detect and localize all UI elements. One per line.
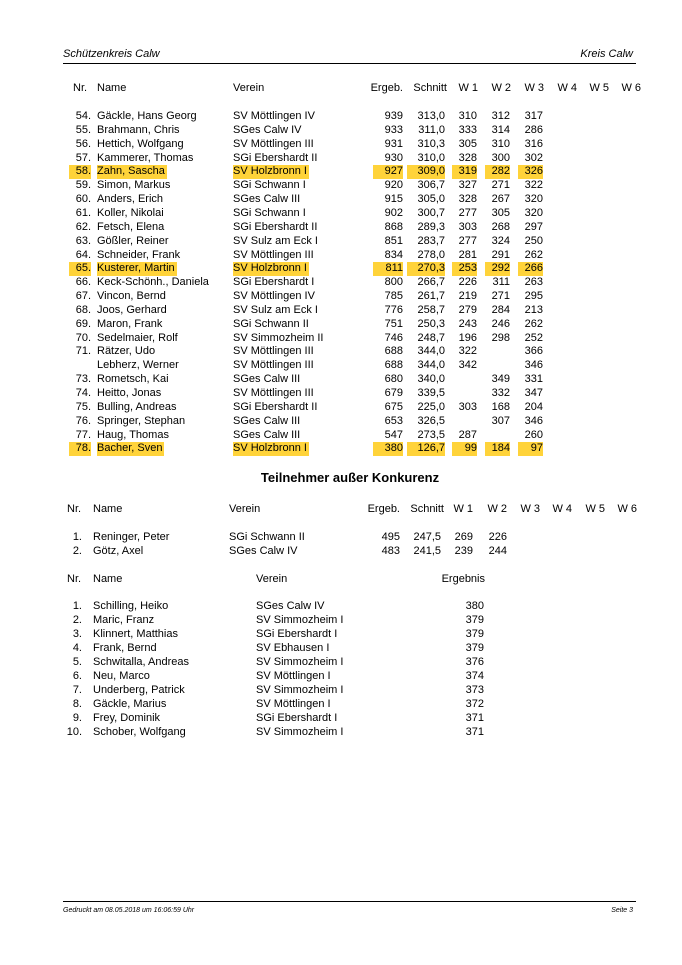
row-club: SV Möttlingen III [233,248,314,261]
row-club: SV Simmozheim I [256,613,344,626]
column-header: W 1 [458,82,478,94]
row-club: SGes Calw III [233,414,301,427]
row-club: SGes Calw IV [233,123,302,136]
row-nr: 8. [72,697,82,710]
row-w1: 226 [458,276,477,289]
row-name: Joos, Gerhard [97,303,167,316]
row-nr: 2. [72,545,82,557]
row-w1: 99 [452,442,477,456]
row-club: SV Möttlingen IV [233,110,315,122]
row-nr: 57. [75,151,91,164]
row-nr: 1. [72,600,82,612]
row-schnitt: 278,0 [417,248,445,261]
row-ergeb: 746 [384,331,403,344]
row-w2: 284 [491,303,510,316]
row-schnitt: 340,0 [417,373,445,386]
row-w2: 292 [485,262,510,276]
column-header: Nr. [67,503,82,515]
row-w1: 287 [458,428,477,441]
row-w1: 279 [458,303,477,316]
row-name: Simon, Markus [97,179,171,192]
row-w3: 322 [524,179,543,192]
row-schnitt: 248,7 [417,331,445,344]
row-w3: 302 [524,151,543,164]
row-nr: 67. [75,290,91,303]
row-name: Maron, Frank [97,317,163,330]
row-club: SGi Schwann I [233,206,306,219]
row-w2: 268 [491,220,510,233]
column-header: W 4 [552,503,572,515]
row-ergebnis: 371 [465,711,484,724]
row-club: SGi Schwann II [233,317,309,330]
row-nr: 76. [75,414,91,427]
column-header: W 3 [524,82,544,94]
row-w2: 184 [485,442,510,456]
row-name: Vincon, Bernd [97,290,166,303]
row-club: SV Möttlingen III [233,387,314,399]
row-nr: 61. [75,206,91,219]
row-ergebnis: 376 [465,655,484,668]
row-nr: 70. [75,331,91,344]
row-w3: 346 [524,414,543,427]
row-nr: 55. [75,123,91,136]
row-schnitt: 241,5 [413,545,441,557]
footer-left: Gedruckt am 08.05.2018 um 16:06:59 Uhr [63,907,195,914]
row-ergeb: 834 [384,248,403,261]
row-name: Frey, Dominik [93,711,161,724]
row-name: Maric, Franz [93,613,155,626]
row-nr: 63. [75,234,91,247]
row-ergeb: 811 [373,262,403,276]
row-w1: 310 [458,110,477,122]
column-header: Ergebnis [441,573,485,585]
row-name: Kammerer, Thomas [97,151,194,164]
row-w2: 246 [491,317,510,330]
row-nr: 77. [75,428,91,441]
row-w2: 312 [491,110,510,122]
column-header: Name [97,82,127,94]
row-w1: 328 [458,193,477,206]
row-ergebnis: 371 [465,725,484,738]
row-schnitt: 225,0 [417,400,445,413]
row-club: SV Holzbronn I [233,262,307,275]
row-w3: 326 [518,165,543,179]
row-w3: 250 [524,234,543,247]
section-title: Teilnehmer außer Konkurenz [260,470,440,485]
row-nr: 4. [72,641,82,654]
row-name: Klinnert, Matthias [93,627,178,640]
row-club: SV Simmozheim I [256,683,344,696]
row-w1: 333 [458,123,477,136]
footer-rule [63,901,636,902]
row-schnitt: 270,3 [407,262,445,276]
row-ergebnis: 372 [465,697,484,710]
row-name: Gößler, Reiner [97,234,169,247]
row-schnitt: 289,3 [417,220,445,233]
row-name: Bulling, Andreas [97,400,177,413]
row-schnitt: 306,7 [417,179,445,192]
row-ergeb: 653 [384,414,403,427]
row-club: SV Holzbronn I [233,442,307,455]
row-ergeb: 688 [384,345,403,358]
row-w2: 324 [491,234,510,247]
row-ergeb: 380 [373,442,403,456]
row-w2: 226 [488,531,507,543]
row-club: SGes Calw III [233,193,301,206]
row-w3: 260 [524,428,543,441]
row-name: Gäckle, Hans Georg [97,110,197,122]
row-w3: 204 [524,400,543,413]
row-club: SV Möttlingen I [256,697,331,710]
row-ergeb: 868 [384,220,403,233]
row-w2: 310 [491,137,510,150]
row-schnitt: 126,7 [407,442,445,456]
column-header: Name [93,573,123,585]
row-nr: 59. [75,179,91,192]
row-name: Fetsch, Elena [97,220,165,233]
row-name: Rätzer, Udo [97,345,156,358]
row-name: Brahmann, Chris [97,123,180,136]
row-ergeb: 547 [384,428,403,441]
row-w1: 219 [458,290,477,303]
row-schnitt: 344,0 [417,359,445,372]
row-schnitt: 250,3 [417,317,445,330]
row-ergeb: 495 [381,531,400,543]
column-header: Nr. [67,573,82,585]
row-w2: 291 [491,248,510,261]
row-w3: 295 [524,290,543,303]
row-club: SV Holzbronn I [233,165,307,178]
row-w2: 314 [491,123,510,136]
row-w1: 319 [452,165,477,179]
row-w1: 243 [458,317,477,330]
row-club: SGes Calw III [233,428,301,441]
row-schnitt: 258,7 [417,303,445,316]
row-club: SGi Schwann I [233,179,306,192]
row-schnitt: 313,0 [417,110,445,122]
row-name: Kusterer, Martin [97,262,175,275]
row-name: Götz, Axel [93,545,144,557]
row-schnitt: 339,5 [417,387,445,399]
row-w3: 320 [524,206,543,219]
row-w1: 253 [452,262,477,276]
row-w2: 271 [491,290,510,303]
row-w3: 262 [524,248,543,261]
row-w3: 297 [524,220,543,233]
row-w1: 322 [458,345,477,358]
row-w2: 332 [491,387,510,399]
column-header: Verein [229,503,261,515]
row-ergeb: 785 [384,290,403,303]
row-club: SGi Schwann II [229,531,305,543]
row-club: SGes Calw IV [256,600,325,612]
row-name: Underberg, Patrick [93,683,185,696]
row-name: Heitto, Jonas [97,387,162,399]
row-name: Rometsch, Kai [97,373,169,386]
row-schnitt: 283,7 [417,234,445,247]
row-name: Bacher, Sven [97,442,163,455]
row-w3: 213 [524,303,543,316]
row-ergeb: 902 [384,206,403,219]
row-w1: 328 [458,151,477,164]
row-w3: 262 [524,317,543,330]
row-w2: 168 [491,400,510,413]
row-ergebnis: 379 [465,641,484,654]
row-w1: 303 [458,220,477,233]
row-club: SGes Calw III [233,373,301,386]
row-nr: 69. [75,317,91,330]
row-club: SV Simmozheim I [256,655,344,668]
row-schnitt: 310,3 [417,137,445,150]
row-ergeb: 679 [384,387,403,399]
column-header: Ergeb. [370,82,403,94]
row-w3: 252 [524,331,543,344]
row-ergebnis: 379 [465,627,484,640]
row-w1: 327 [458,179,477,192]
row-w3: 97 [518,442,543,456]
column-header: Verein [233,82,265,94]
row-w3: 347 [524,387,543,399]
row-name: Sedelmaier, Rolf [97,331,178,344]
row-club: SGi Ebershardt II [233,151,318,164]
row-name: Schwitalla, Andreas [93,655,189,668]
row-w2: 311 [492,276,510,289]
row-w1: 277 [458,234,477,247]
row-ergeb: 800 [384,276,403,289]
row-w2: 271 [491,179,510,192]
row-schnitt: 273,5 [417,428,445,441]
row-name: Zahn, Sascha [97,165,165,178]
row-ergeb: 927 [373,165,403,179]
row-ergeb: 851 [384,234,403,247]
row-nr: 64. [75,248,91,261]
column-header: Verein [256,573,288,585]
row-w3: 317 [524,110,543,122]
row-w2: 244 [488,545,507,557]
row-w3: 266 [518,262,543,276]
row-w1: 277 [458,206,477,219]
row-name: Haug, Thomas [97,428,169,441]
row-nr: 78. [69,442,91,456]
row-w2: 305 [491,206,510,219]
row-club: SGi Ebershardt I [256,627,338,640]
row-ergeb: 483 [381,545,400,557]
row-nr: 7. [72,683,82,696]
footer-right: Seite 3 [611,907,633,914]
row-schnitt: 326,5 [417,414,445,427]
column-header: W 6 [617,503,637,515]
row-club: SV Möttlingen IV [233,290,315,303]
row-w3: 346 [524,359,543,372]
row-ergeb: 751 [384,317,403,330]
row-w3: 320 [524,193,543,206]
column-header: W 2 [487,503,507,515]
row-w1: 239 [454,545,473,557]
row-club: SGi Ebershardt I [233,276,315,289]
row-name: Gäckle, Marius [93,697,167,710]
row-name: Keck-Schönh., Daniela [97,276,209,289]
column-header: Name [93,503,123,515]
row-w2: 298 [491,331,510,344]
row-ergeb: 931 [384,137,403,150]
row-w3: 286 [524,123,543,136]
row-club: SGi Ebershardt II [233,400,318,413]
row-club: SGes Calw IV [229,545,298,557]
row-nr: 5. [72,655,82,668]
row-nr: 2. [72,613,82,626]
row-w3: 366 [524,345,543,358]
row-nr: 73. [75,373,91,386]
row-schnitt: 266,7 [417,276,445,289]
row-w2: 267 [491,193,510,206]
row-nr: 60. [75,193,91,206]
row-name: Anders, Erich [97,193,164,206]
column-header: Nr. [73,82,88,94]
row-nr: 68. [75,303,91,316]
row-club: SV Simmozheim I [256,725,344,738]
row-name: Schilling, Heiko [93,600,169,612]
row-w2: 300 [491,151,510,164]
row-nr: 1. [72,531,82,543]
row-ergebnis: 373 [465,683,484,696]
row-ergeb: 915 [384,193,403,206]
row-ergeb: 939 [384,110,403,122]
row-ergeb: 688 [384,359,403,372]
column-header: W 1 [453,503,473,515]
row-ergebnis: 380 [465,600,484,612]
row-name: Schneider, Frank [97,248,181,261]
row-schnitt: 247,5 [413,531,441,543]
row-club: SV Ebhausen I [256,641,330,654]
row-schnitt: 311,0 [418,123,445,136]
row-name: Reninger, Peter [93,531,170,543]
header-rule [63,63,636,64]
header-left: Schützenkreis Calw [63,48,160,60]
row-ergebnis: 379 [465,613,484,626]
row-nr: 9. [72,711,82,724]
row-ergeb: 930 [384,151,403,164]
row-w1: 281 [458,248,477,261]
row-nr: 58. [69,165,91,179]
column-header: W 5 [585,503,605,515]
row-nr: 3. [72,627,82,640]
row-nr: 65. [69,262,91,276]
row-w1: 269 [454,531,473,543]
column-header: W 6 [621,82,641,94]
row-w2: 349 [491,373,510,386]
row-club: SV Möttlingen III [233,345,314,358]
row-nr: 71. [75,345,91,358]
row-w1: 342 [458,359,477,372]
row-schnitt: 309,0 [407,165,445,179]
row-nr: 75. [75,400,91,413]
column-header: W 3 [520,503,540,515]
row-w2: 282 [485,165,510,179]
column-header: Ergeb. [367,503,400,515]
row-schnitt: 305,0 [417,193,445,206]
row-w3: 316 [524,137,543,150]
column-header: Schnitt [413,82,447,94]
row-w3: 331 [524,373,543,386]
row-club: SGi Ebershardt II [233,220,318,233]
row-name: Neu, Marco [93,669,150,682]
column-header: W 4 [557,82,577,94]
row-w1: 196 [458,331,477,344]
column-header: W 5 [589,82,609,94]
header-right: Kreis Calw [580,48,633,60]
row-ergebnis: 374 [465,669,484,682]
row-schnitt: 310,0 [417,151,445,164]
row-ergeb: 680 [384,373,403,386]
row-nr: 62. [75,220,91,233]
row-schnitt: 300,7 [417,206,445,219]
row-club: SV Möttlingen III [233,359,314,372]
row-nr: 66. [75,276,91,289]
row-w1: 305 [458,137,477,150]
row-ergeb: 933 [384,123,403,136]
row-name: Lebherz, Werner [97,359,179,372]
row-schnitt: 344,0 [417,345,445,358]
row-w2: 307 [491,414,510,427]
row-nr: 74. [75,387,91,399]
column-header: W 2 [491,82,511,94]
row-w3: 263 [524,276,543,289]
row-nr: 10. [66,725,82,738]
row-name: Schober, Wolfgang [93,725,186,738]
row-ergeb: 776 [384,303,403,316]
row-club: SV Sulz am Eck I [233,234,318,247]
row-club: SV Möttlingen I [256,669,331,682]
row-club: SGi Ebershardt I [256,711,338,724]
column-header: Schnitt [410,503,444,515]
row-w1: 303 [458,400,477,413]
row-ergeb: 675 [384,400,403,413]
row-name: Frank, Bernd [93,641,157,654]
row-name: Springer, Stephan [97,414,186,427]
row-schnitt: 261,7 [417,290,445,303]
row-club: SV Sulz am Eck I [233,303,318,316]
row-nr: 54. [75,110,91,122]
row-name: Koller, Nikolai [97,206,164,219]
row-name: Hettich, Wolfgang [97,137,184,150]
row-ergeb: 920 [384,179,403,192]
row-nr: 6. [72,669,82,682]
row-club: SV Möttlingen III [233,137,314,150]
row-club: SV Simmozheim II [233,331,324,344]
row-nr: 56. [75,137,91,150]
